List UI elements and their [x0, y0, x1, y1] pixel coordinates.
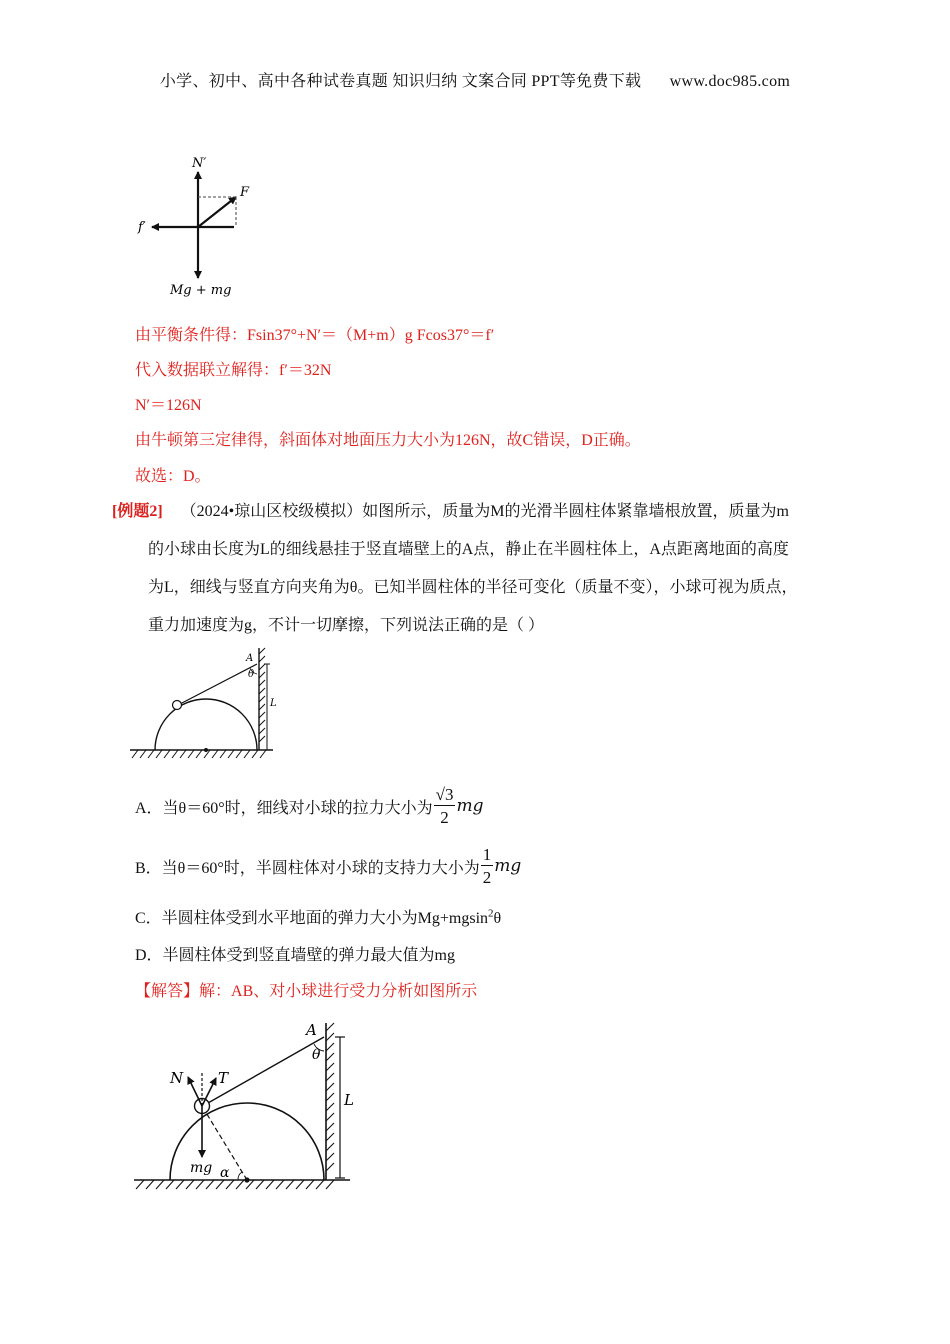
option-a-denominator: 2 — [440, 808, 449, 827]
option-a-unit: mg — [456, 796, 484, 816]
option-b-text: B．当θ＝60°时，半圆柱体对小球的支持力大小为 — [135, 859, 480, 877]
label-alpha: α — [220, 1165, 230, 1181]
solution-line-4: 由牛顿第三定律得，斜面体对地面压力大小为126N，故C错误，D正确。 — [135, 432, 641, 449]
answer-tag: 【解答】 — [135, 983, 200, 1000]
option-a — [135, 782, 483, 830]
force-analysis-diagram — [130, 1015, 370, 1195]
example-2-text-1: （2024•琼山区校级模拟）如图所示，质量为M的光滑半圆柱体紧靠墙根放置，质量为m — [180, 503, 789, 520]
label-L-2: L — [344, 1091, 354, 1109]
header-url[interactable]: www.doc985.com — [669, 73, 791, 90]
label-F: F — [240, 185, 250, 200]
answer-text: 解：AB、对小球进行受力分析如图所示 — [199, 983, 478, 1000]
setup-diagram — [128, 640, 288, 762]
label-theta: θ — [248, 669, 255, 680]
label-weight: Mg + mg — [170, 283, 232, 298]
label-n: N′ — [192, 156, 207, 171]
label-mg: mg — [190, 1160, 213, 1176]
option-d: D．半圆柱体受到竖直墙壁的弹力最大值为mg — [135, 947, 456, 964]
force-diagram-1 — [130, 150, 270, 300]
header-left-text: 小学、初中、高中各种试卷真题 知识归纳 文案合同 PPT等免费下载 — [159, 73, 642, 90]
arrow-F — [198, 197, 236, 227]
label-T: T — [218, 1069, 229, 1087]
example-2-line-4: 重力加速度为g，不计一切摩擦，下列说法正确的是（ ） — [148, 617, 545, 634]
option-c-sup: 2 — [488, 907, 494, 920]
label-N: N — [170, 1069, 184, 1087]
label-theta-2: θ — [312, 1047, 321, 1063]
example-2-tag: [例题2] — [112, 503, 163, 520]
option-a-numerator: √3 — [435, 785, 454, 804]
example-2-line-2: 的小球由长度为L的细线悬挂于竖直墙壁上的A点，静止在半圆柱体上，A点距离地面的高度 — [148, 541, 789, 558]
option-b-fraction — [481, 846, 494, 886]
option-b-numerator: 1 — [482, 845, 492, 864]
option-c-end: θ — [493, 910, 502, 927]
solution-line-3: N′＝126N — [135, 397, 202, 414]
label-L: L — [270, 698, 277, 709]
page-header — [0, 68, 950, 91]
option-a-text: A．当θ＝60°时，细线对小球的拉力大小为 — [135, 799, 433, 817]
solution-line-5: 故选：D。 — [135, 468, 211, 485]
option-c-text: C．半圆柱体受到水平地面的弹力大小为Mg+mgsin — [135, 910, 489, 927]
label-A-2: A — [306, 1021, 317, 1039]
option-b-unit: mg — [494, 856, 522, 876]
label-A: A — [246, 653, 254, 664]
example-2-line-1 — [112, 498, 789, 521]
solution-line-1: 由平衡条件得：Fsin37°+N′＝（M+m）g Fcos37°＝f′ — [135, 327, 495, 344]
option-b — [135, 842, 521, 890]
option-b-denominator: 2 — [482, 868, 492, 887]
option-a-fraction — [434, 786, 456, 826]
label-f: f′ — [138, 220, 146, 235]
option-c — [135, 905, 501, 928]
answer-line — [135, 978, 477, 1001]
example-2-line-3: 为L，细线与竖直方向夹角为θ。已知半圆柱体的半径可变化（质量不变），小球可视为质点， — [148, 579, 798, 596]
solution-line-2: 代入数据联立解得：f′＝32N — [135, 362, 332, 379]
